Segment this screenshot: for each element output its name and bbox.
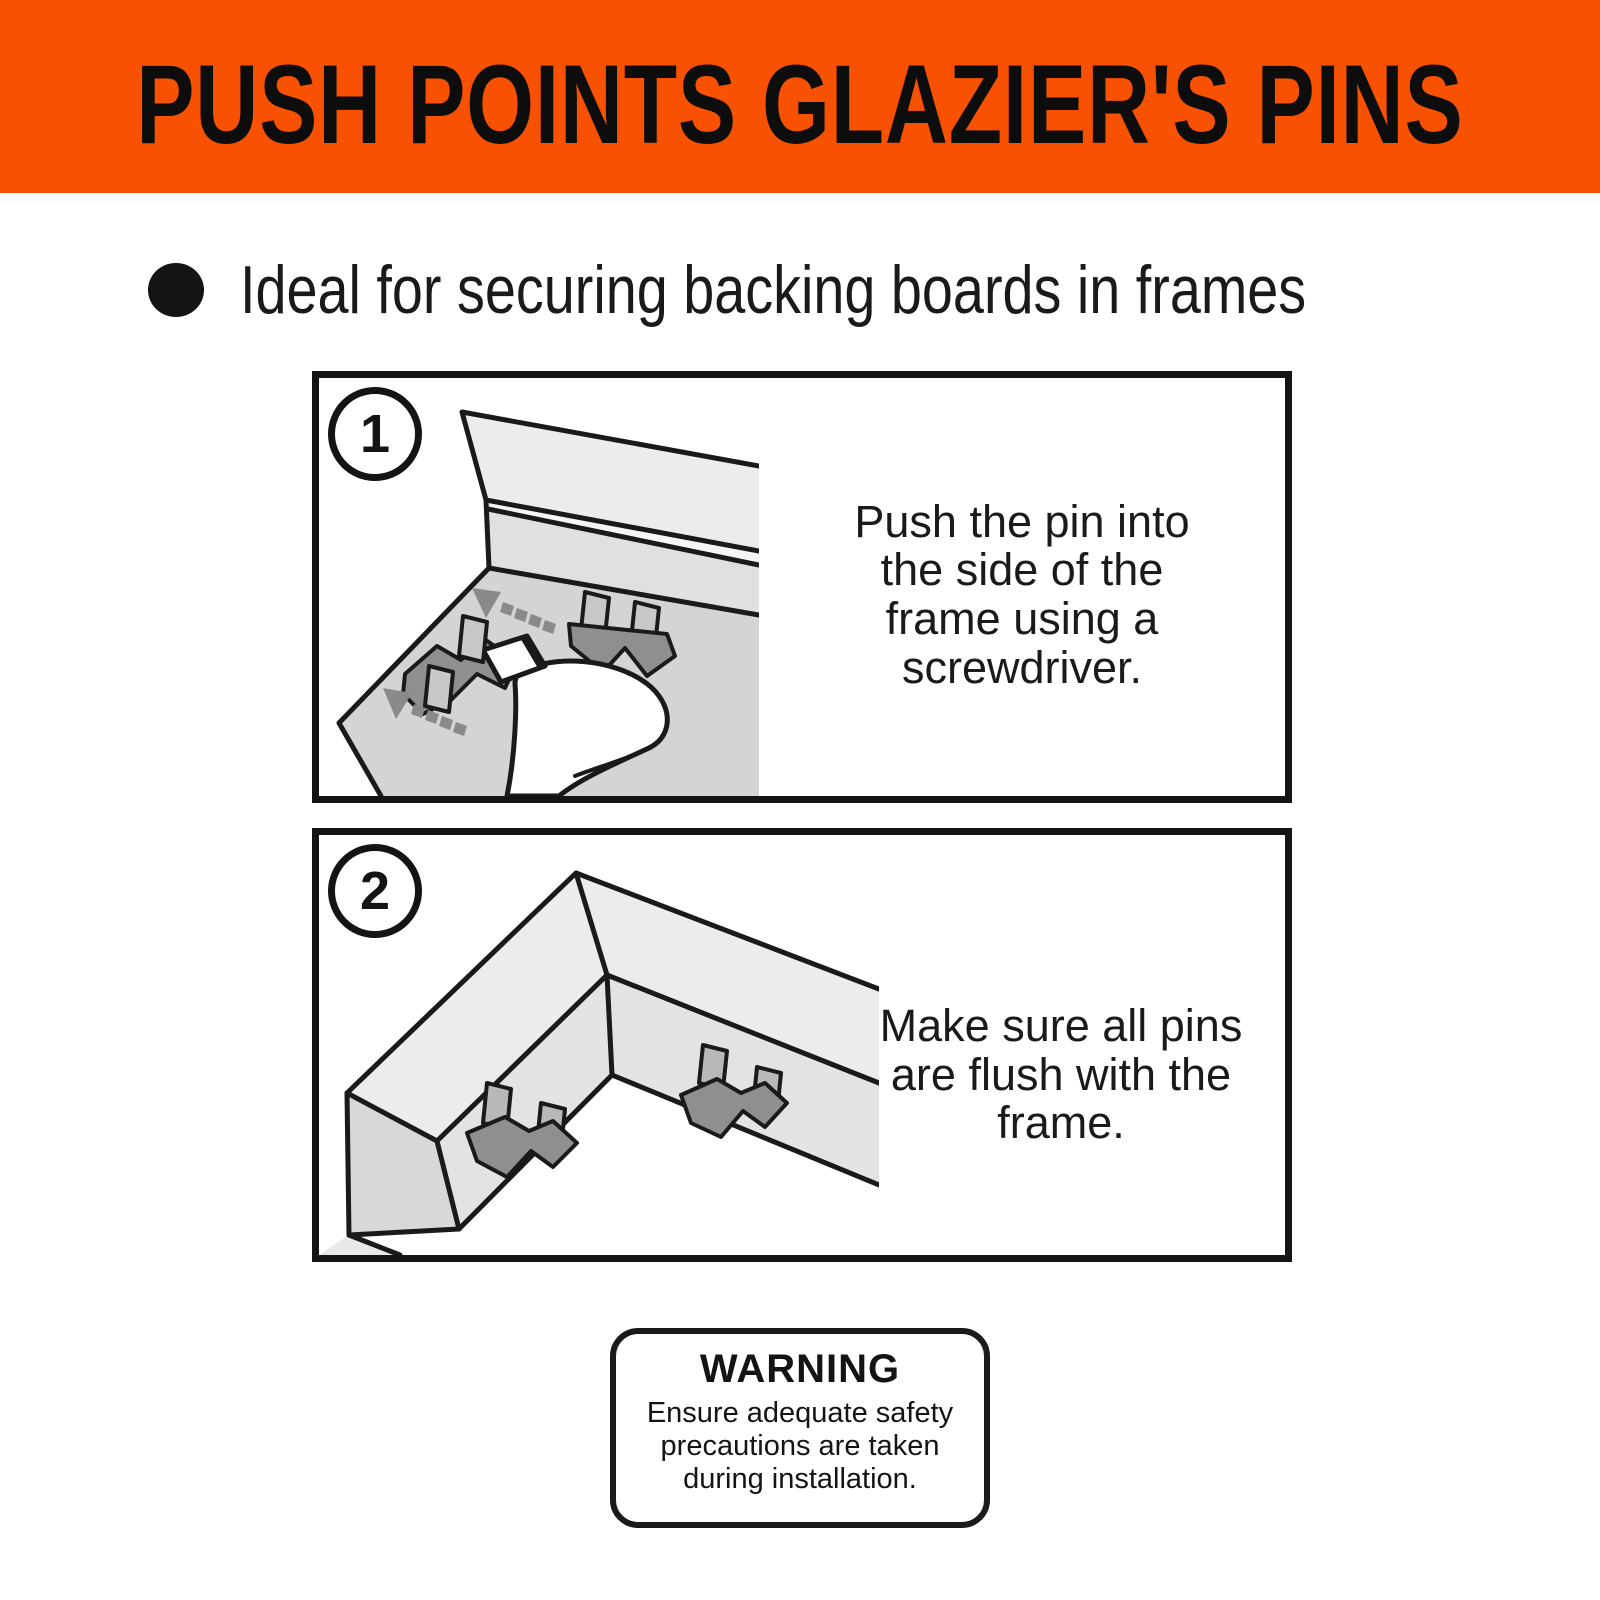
step1-panel [312, 371, 1292, 803]
step2-panel [312, 828, 1292, 1262]
caption-line: screwdriver. [901, 641, 1143, 693]
page-title: PUSH POINTS GLAZIER'S PINS [136, 42, 1464, 167]
feature-bullet-row [148, 248, 1540, 332]
step1-number-badge [328, 387, 422, 481]
warning-line: precautions are taken [660, 1430, 940, 1463]
step2-number-badge [328, 844, 422, 938]
caption-line: are flush with the [890, 1048, 1232, 1100]
warning-title: WARNING [699, 1347, 901, 1391]
caption-line: the side of the [880, 544, 1164, 596]
header-banner [0, 0, 1600, 193]
caption-line: Make sure all pins [879, 1000, 1243, 1052]
step-number: 2 [359, 861, 391, 921]
bullet-icon [148, 263, 204, 317]
frame-corner-illustration [319, 873, 879, 1255]
warning-line: Ensure adequate safety [646, 1397, 954, 1429]
warning-line: during installation. [683, 1463, 917, 1496]
step-number: 1 [359, 404, 391, 464]
step1-caption [769, 394, 1275, 796]
caption-line: frame using a [885, 593, 1159, 644]
caption-line: Push the pin into [854, 495, 1190, 547]
step2-caption [839, 895, 1283, 1255]
caption-line: frame. [997, 1097, 1125, 1149]
warning-box [610, 1328, 990, 1528]
feature-text: Ideal for securing backing boards in frames [240, 252, 1307, 328]
warning-text [616, 1397, 984, 1496]
